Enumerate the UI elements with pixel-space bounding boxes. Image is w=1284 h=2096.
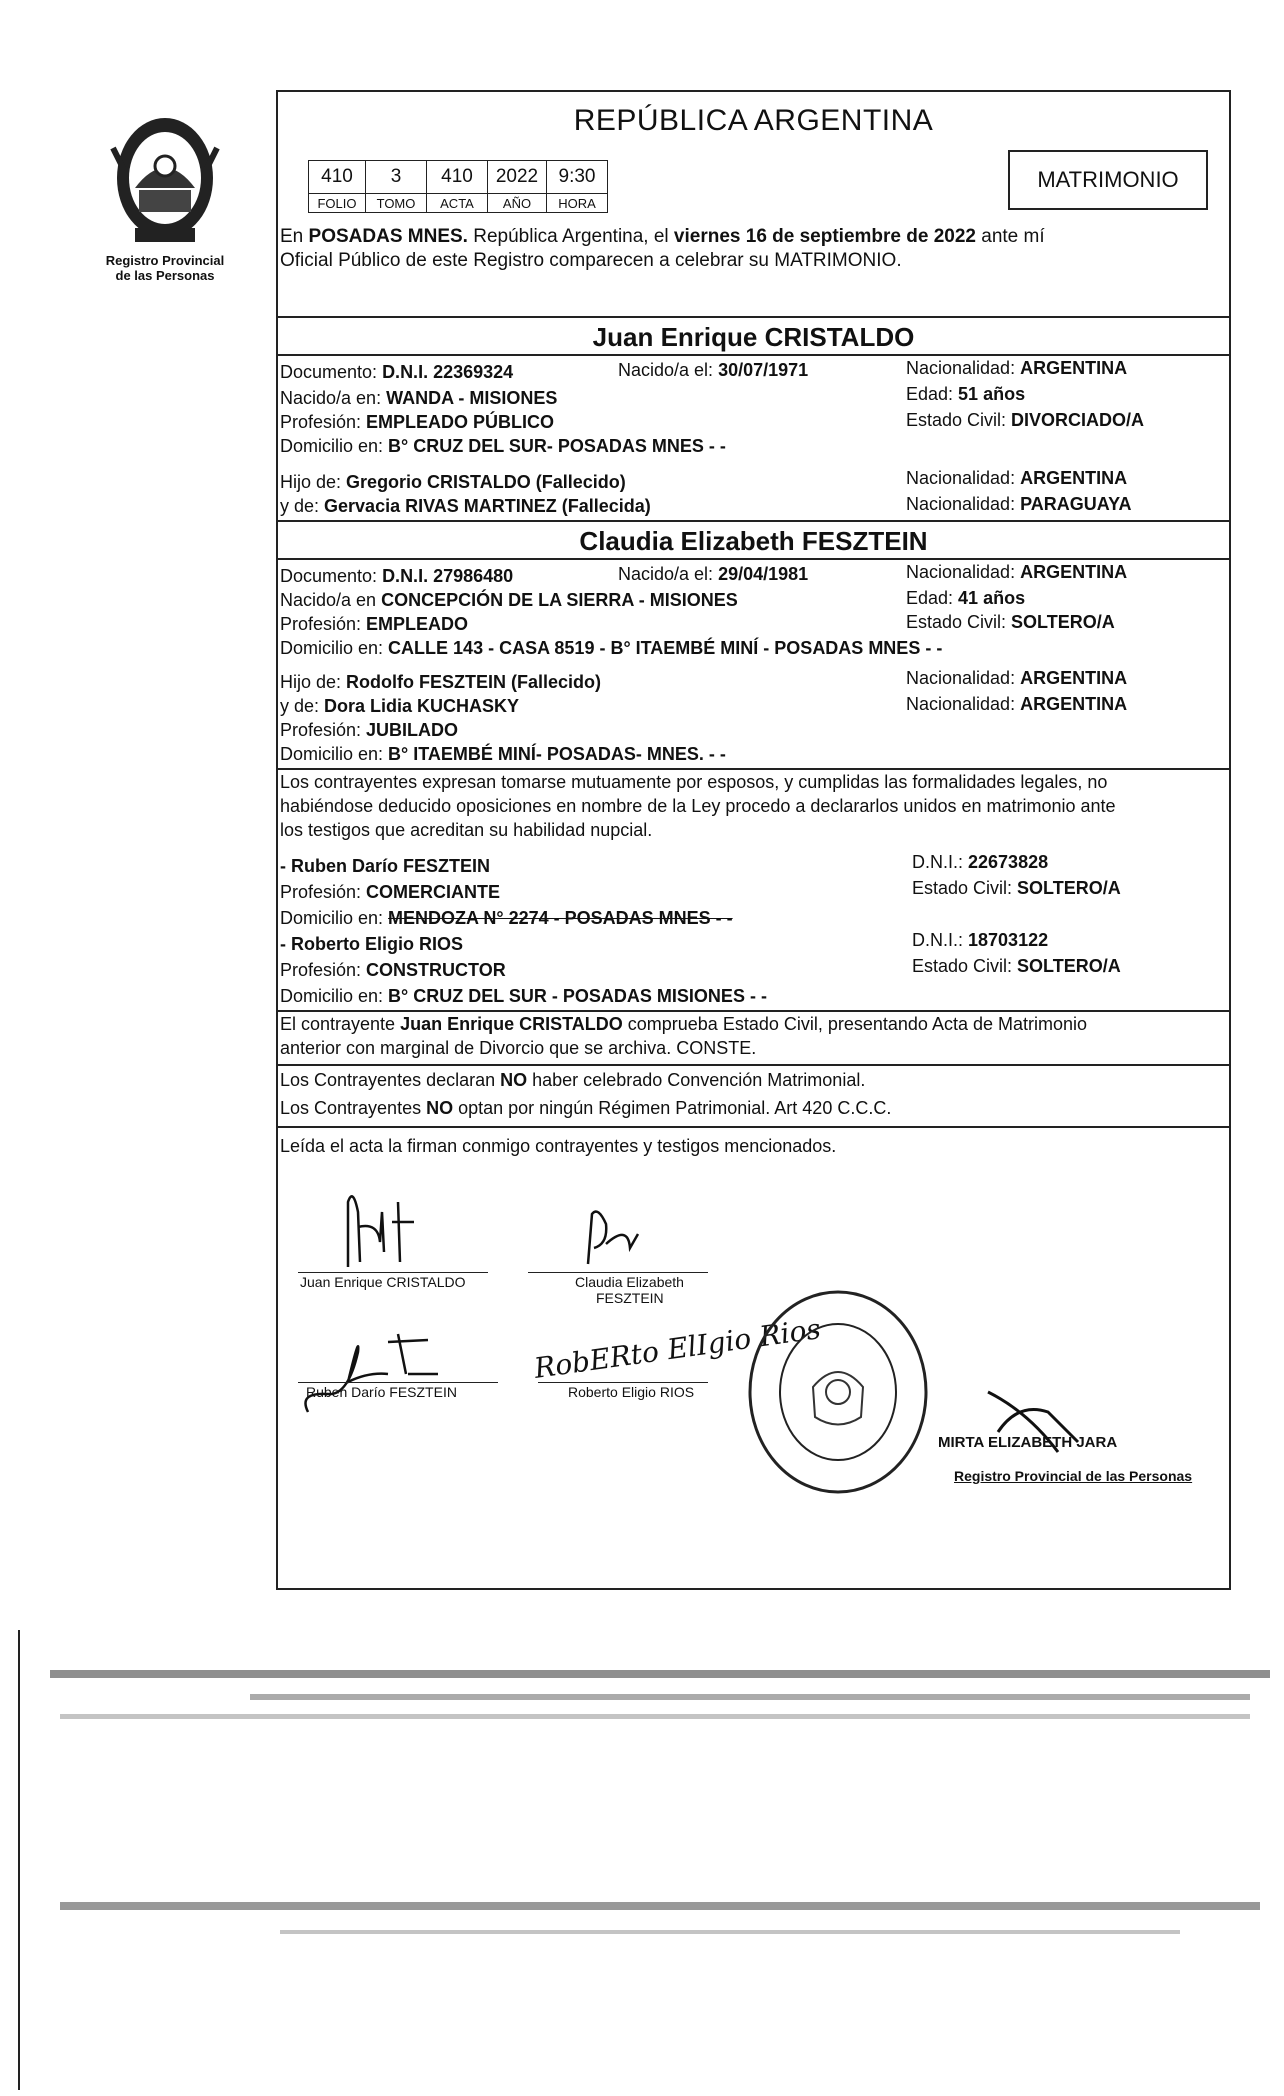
spouse2-mother-domicile (280, 744, 726, 765)
signature-2-scribble (558, 1204, 658, 1274)
signature-2-name-line1: Claudia Elizabeth (575, 1274, 684, 1290)
emblem-caption-line2: de las Personas (115, 268, 215, 283)
note-line-2: anterior con marginal de Divorcio que se archiva. CONSTE. (280, 1038, 757, 1058)
witness1-domicile (280, 908, 733, 929)
label: Documento: (280, 566, 383, 586)
value: 29/04/1981 (718, 564, 809, 584)
text: Los Contrayentes (280, 1098, 427, 1118)
label: Nacionalidad: (906, 468, 1021, 488)
spouse1-civil-status (906, 410, 1144, 431)
spouse1-name: Juan Enrique CRISTALDO (592, 322, 915, 352)
label: D.N.I.: (912, 930, 969, 950)
value: PARAGUAYA (1020, 494, 1132, 514)
value: 30/07/1971 (718, 360, 809, 380)
signature-line (298, 1382, 498, 1383)
registry-table (308, 160, 608, 213)
year-label: AÑO (488, 194, 547, 213)
folio-label: FOLIO (309, 194, 366, 213)
scan-noise-band (0, 1660, 1284, 1740)
tomo-label: TOMO (366, 194, 427, 213)
text: optan por ningún Régimen Patrimonial. Art 420 C.C.C. (453, 1098, 892, 1118)
value: 18703122 (968, 930, 1049, 950)
divider (278, 316, 1229, 318)
value: ARGENTINA (1020, 358, 1128, 378)
witness2-dni (912, 930, 1048, 951)
label: D.N.I.: (912, 852, 969, 872)
spouse2-name: Claudia Elizabeth FESZTEIN (579, 526, 928, 556)
note-text: El contrayente (280, 1014, 401, 1034)
label: Hijo de: (280, 472, 347, 492)
divider (278, 520, 1229, 522)
hour-value: 9:30 (547, 161, 608, 194)
spouse1-father-nationality (906, 468, 1127, 489)
label: Profesión: (280, 614, 367, 634)
spouse1-mother-nationality (906, 494, 1131, 515)
record-type-box: MATRIMONIO (1008, 150, 1208, 210)
witness2-profession (280, 960, 506, 981)
spouse1-birthplace (280, 388, 557, 409)
signature-3-name: Ruben Darío FESZTEIN (306, 1384, 457, 1400)
value: EMPLEADO (366, 614, 469, 634)
declaration-line-3: los testigos que acreditan su habilidad nupcial. (280, 820, 653, 840)
label: Estado Civil: (906, 410, 1012, 430)
label: Nacionalidad: (906, 358, 1021, 378)
label: Edad: (906, 384, 959, 404)
spouse2-born (618, 564, 808, 585)
label: Profesión: (280, 960, 367, 980)
label: Nacionalidad: (906, 694, 1021, 714)
signature-4-handwriting: RobERto ElIgio Rios (532, 1312, 823, 1385)
intro-text: ante mí (975, 226, 1045, 247)
value: B° ITAEMBÉ MINÍ- POSADAS- MNES. - - (388, 744, 726, 764)
label: Nacido/a el: (618, 360, 719, 380)
hour-label: HORA (547, 194, 608, 213)
spouse2-father (280, 672, 601, 693)
provincial-emblem-logo (105, 108, 225, 258)
divider (278, 768, 1229, 770)
label: Domicilio en: (280, 744, 389, 764)
intro-line-2: Oficial Público de este Registro comparecen a celebrar su MATRIMONIO. (280, 250, 902, 271)
value: DIVORCIADO/A (1011, 410, 1145, 430)
signature-1-scribble (318, 1182, 448, 1272)
value: SOLTERO/A (1011, 612, 1115, 632)
spouse2-mother-profession (280, 720, 458, 741)
spouse2-civil-status (906, 612, 1115, 633)
witness2-name: - Roberto Eligio RIOS (280, 934, 463, 954)
spouse1-domicile (280, 436, 726, 457)
spouse1-age (906, 384, 1025, 405)
emphasis: NO (500, 1070, 528, 1090)
value: CALLE 143 - CASA 8519 - B° ITAEMBÉ MINÍ - POSADAS MNES - - (388, 638, 943, 658)
value: ARGENTINA (1020, 468, 1128, 488)
spouse1-father (280, 472, 626, 493)
divider (278, 1010, 1229, 1012)
value: CONSTRUCTOR (366, 960, 506, 980)
witness1-civil-status (912, 878, 1121, 899)
witness1-profession (280, 882, 500, 903)
spouse1-nationality (906, 358, 1127, 379)
value: SOLTERO/A (1017, 956, 1121, 976)
closing-text: Leída el acta la firman conmigo contrayentes y testigos mencionados. (280, 1136, 837, 1156)
spouse2-doc (280, 566, 513, 587)
declaration-line-1: Los contrayentes expresan tomarse mutuamente por esposos, y cumplidas las formalidades legales, no (280, 772, 1108, 792)
emblem-caption-line1: Registro Provincial (105, 253, 225, 268)
value: COMERCIANTE (366, 882, 501, 902)
value: CONCEPCIÓN DE LA SIERRA - MISIONES (381, 590, 738, 610)
value: ARGENTINA (1020, 694, 1128, 714)
label: Edad: (906, 588, 959, 608)
note-line-1 (280, 1014, 1087, 1035)
acta-value: 410 (427, 161, 488, 194)
label: Domicilio en: (280, 638, 389, 658)
value: 51 años (958, 384, 1026, 404)
spouse2-father-nationality (906, 668, 1127, 689)
tomo-value: 3 (366, 161, 427, 194)
label: Domicilio en: (280, 436, 389, 456)
label: Nacido/a en (280, 590, 382, 610)
label: Documento: (280, 362, 383, 382)
signature-1-name: Juan Enrique CRISTALDO (300, 1274, 466, 1290)
value: WANDA - MISIONES (386, 388, 558, 408)
scan-noise-band (0, 1890, 1284, 1950)
emphasis: NO (426, 1098, 454, 1118)
signature-line (538, 1382, 708, 1383)
spouse2-age (906, 588, 1025, 609)
spouse2-profession (280, 614, 468, 635)
official-name: MIRTA ELIZABETH JARA (938, 1434, 1118, 1451)
value: 22673828 (968, 852, 1049, 872)
label: Profesión: (280, 720, 367, 740)
label: Domicilio en: (280, 908, 389, 928)
signature-3-scribble (288, 1312, 488, 1422)
signature-4-name: Roberto Eligio RIOS (568, 1384, 695, 1400)
acta-label: ACTA (427, 194, 488, 213)
value: Dora Lidia KUCHASKY (324, 696, 520, 716)
value: SOLTERO/A (1017, 878, 1121, 898)
value: Gregorio CRISTALDO (Fallecido) (346, 472, 626, 492)
spouse1-mother (280, 496, 651, 517)
label: Estado Civil: (906, 612, 1012, 632)
label: y de: (280, 496, 325, 516)
emblem-caption (90, 253, 240, 283)
folio-value: 410 (309, 161, 366, 194)
spouse2-mother-nationality (906, 694, 1127, 715)
value: Gervacia RIVAS MARTINEZ (Fallecida) (324, 496, 651, 516)
value: B° CRUZ DEL SUR- POSADAS MNES - - (388, 436, 726, 456)
label: Nacionalidad: (906, 494, 1021, 514)
label: Nacionalidad: (906, 668, 1021, 688)
signature-line (298, 1272, 488, 1273)
spouse1-profession (280, 412, 554, 433)
intro-text: En (280, 226, 309, 247)
value: B° CRUZ DEL SUR - POSADAS MISIONES - - (388, 986, 767, 1006)
label: Profesión: (280, 412, 367, 432)
value: D.N.I. 22369324 (382, 362, 514, 382)
divider (278, 354, 1229, 356)
intro-city: POSADAS MNES. (308, 226, 468, 247)
signature-2-name-line2: FESZTEIN (596, 1290, 664, 1306)
note-name: Juan Enrique CRISTALDO (400, 1014, 623, 1034)
year-value: 2022 (488, 161, 547, 194)
intro-line-1 (280, 226, 1045, 248)
marriage-certificate-form (276, 90, 1231, 1590)
value: ARGENTINA (1020, 562, 1128, 582)
divider (278, 558, 1229, 560)
intro-text: República Argentina, el (467, 226, 674, 247)
label: Estado Civil: (912, 956, 1018, 976)
value: EMPLEADO PÚBLICO (366, 412, 555, 432)
witness2-civil-status (912, 956, 1121, 977)
label: y de: (280, 696, 325, 716)
label: Nacionalidad: (906, 562, 1021, 582)
value: JUBILADO (366, 720, 459, 740)
label: Estado Civil: (912, 878, 1018, 898)
spouse2-mother (280, 696, 519, 717)
text: haber celebrado Convención Matrimonial. (527, 1070, 866, 1090)
value: ARGENTINA (1020, 668, 1128, 688)
divider (278, 1126, 1229, 1128)
convention-line-1 (280, 1070, 865, 1091)
witness1-name: - Ruben Darío FESZTEIN (280, 856, 491, 876)
witness1-dni (912, 852, 1048, 873)
official-title: Registro Provincial de las Personas (954, 1468, 1193, 1484)
signature-line (528, 1272, 708, 1273)
intro-date: viernes 16 de septiembre de 2022 (673, 226, 976, 247)
label: Nacido/a en: (280, 388, 387, 408)
convention-line-2 (280, 1098, 891, 1119)
label: Profesión: (280, 882, 367, 902)
text: Los Contrayentes declaran (280, 1070, 501, 1090)
witness2-domicile (280, 986, 767, 1007)
spouse1-doc (280, 362, 513, 383)
official-round-seal (743, 1287, 933, 1497)
value: 41 años (958, 588, 1026, 608)
label: Nacido/a el: (618, 564, 719, 584)
country-title: REPÚBLICA ARGENTINA (573, 104, 934, 137)
note-text: comprueba Estado Civil, presentando Acta de Matrimonio (622, 1014, 1088, 1034)
value: Rodolfo FESZTEIN (Fallecido) (346, 672, 602, 692)
divider (278, 1064, 1229, 1066)
spouse2-nationality (906, 562, 1127, 583)
label: Domicilio en: (280, 986, 389, 1006)
spouse2-domicile (280, 638, 942, 659)
value: D.N.I. 27986480 (382, 566, 514, 586)
value: MENDOZA N° 2274 - POSADAS MNES - - (388, 908, 733, 928)
spouse1-born (618, 360, 808, 381)
spouse2-birthplace (280, 590, 738, 611)
label: Hijo de: (280, 672, 347, 692)
declaration-line-2: habiéndose deducido oposiciones en nombre de la Ley procedo a declararlos unidos en matrimonio ante (280, 796, 1116, 816)
